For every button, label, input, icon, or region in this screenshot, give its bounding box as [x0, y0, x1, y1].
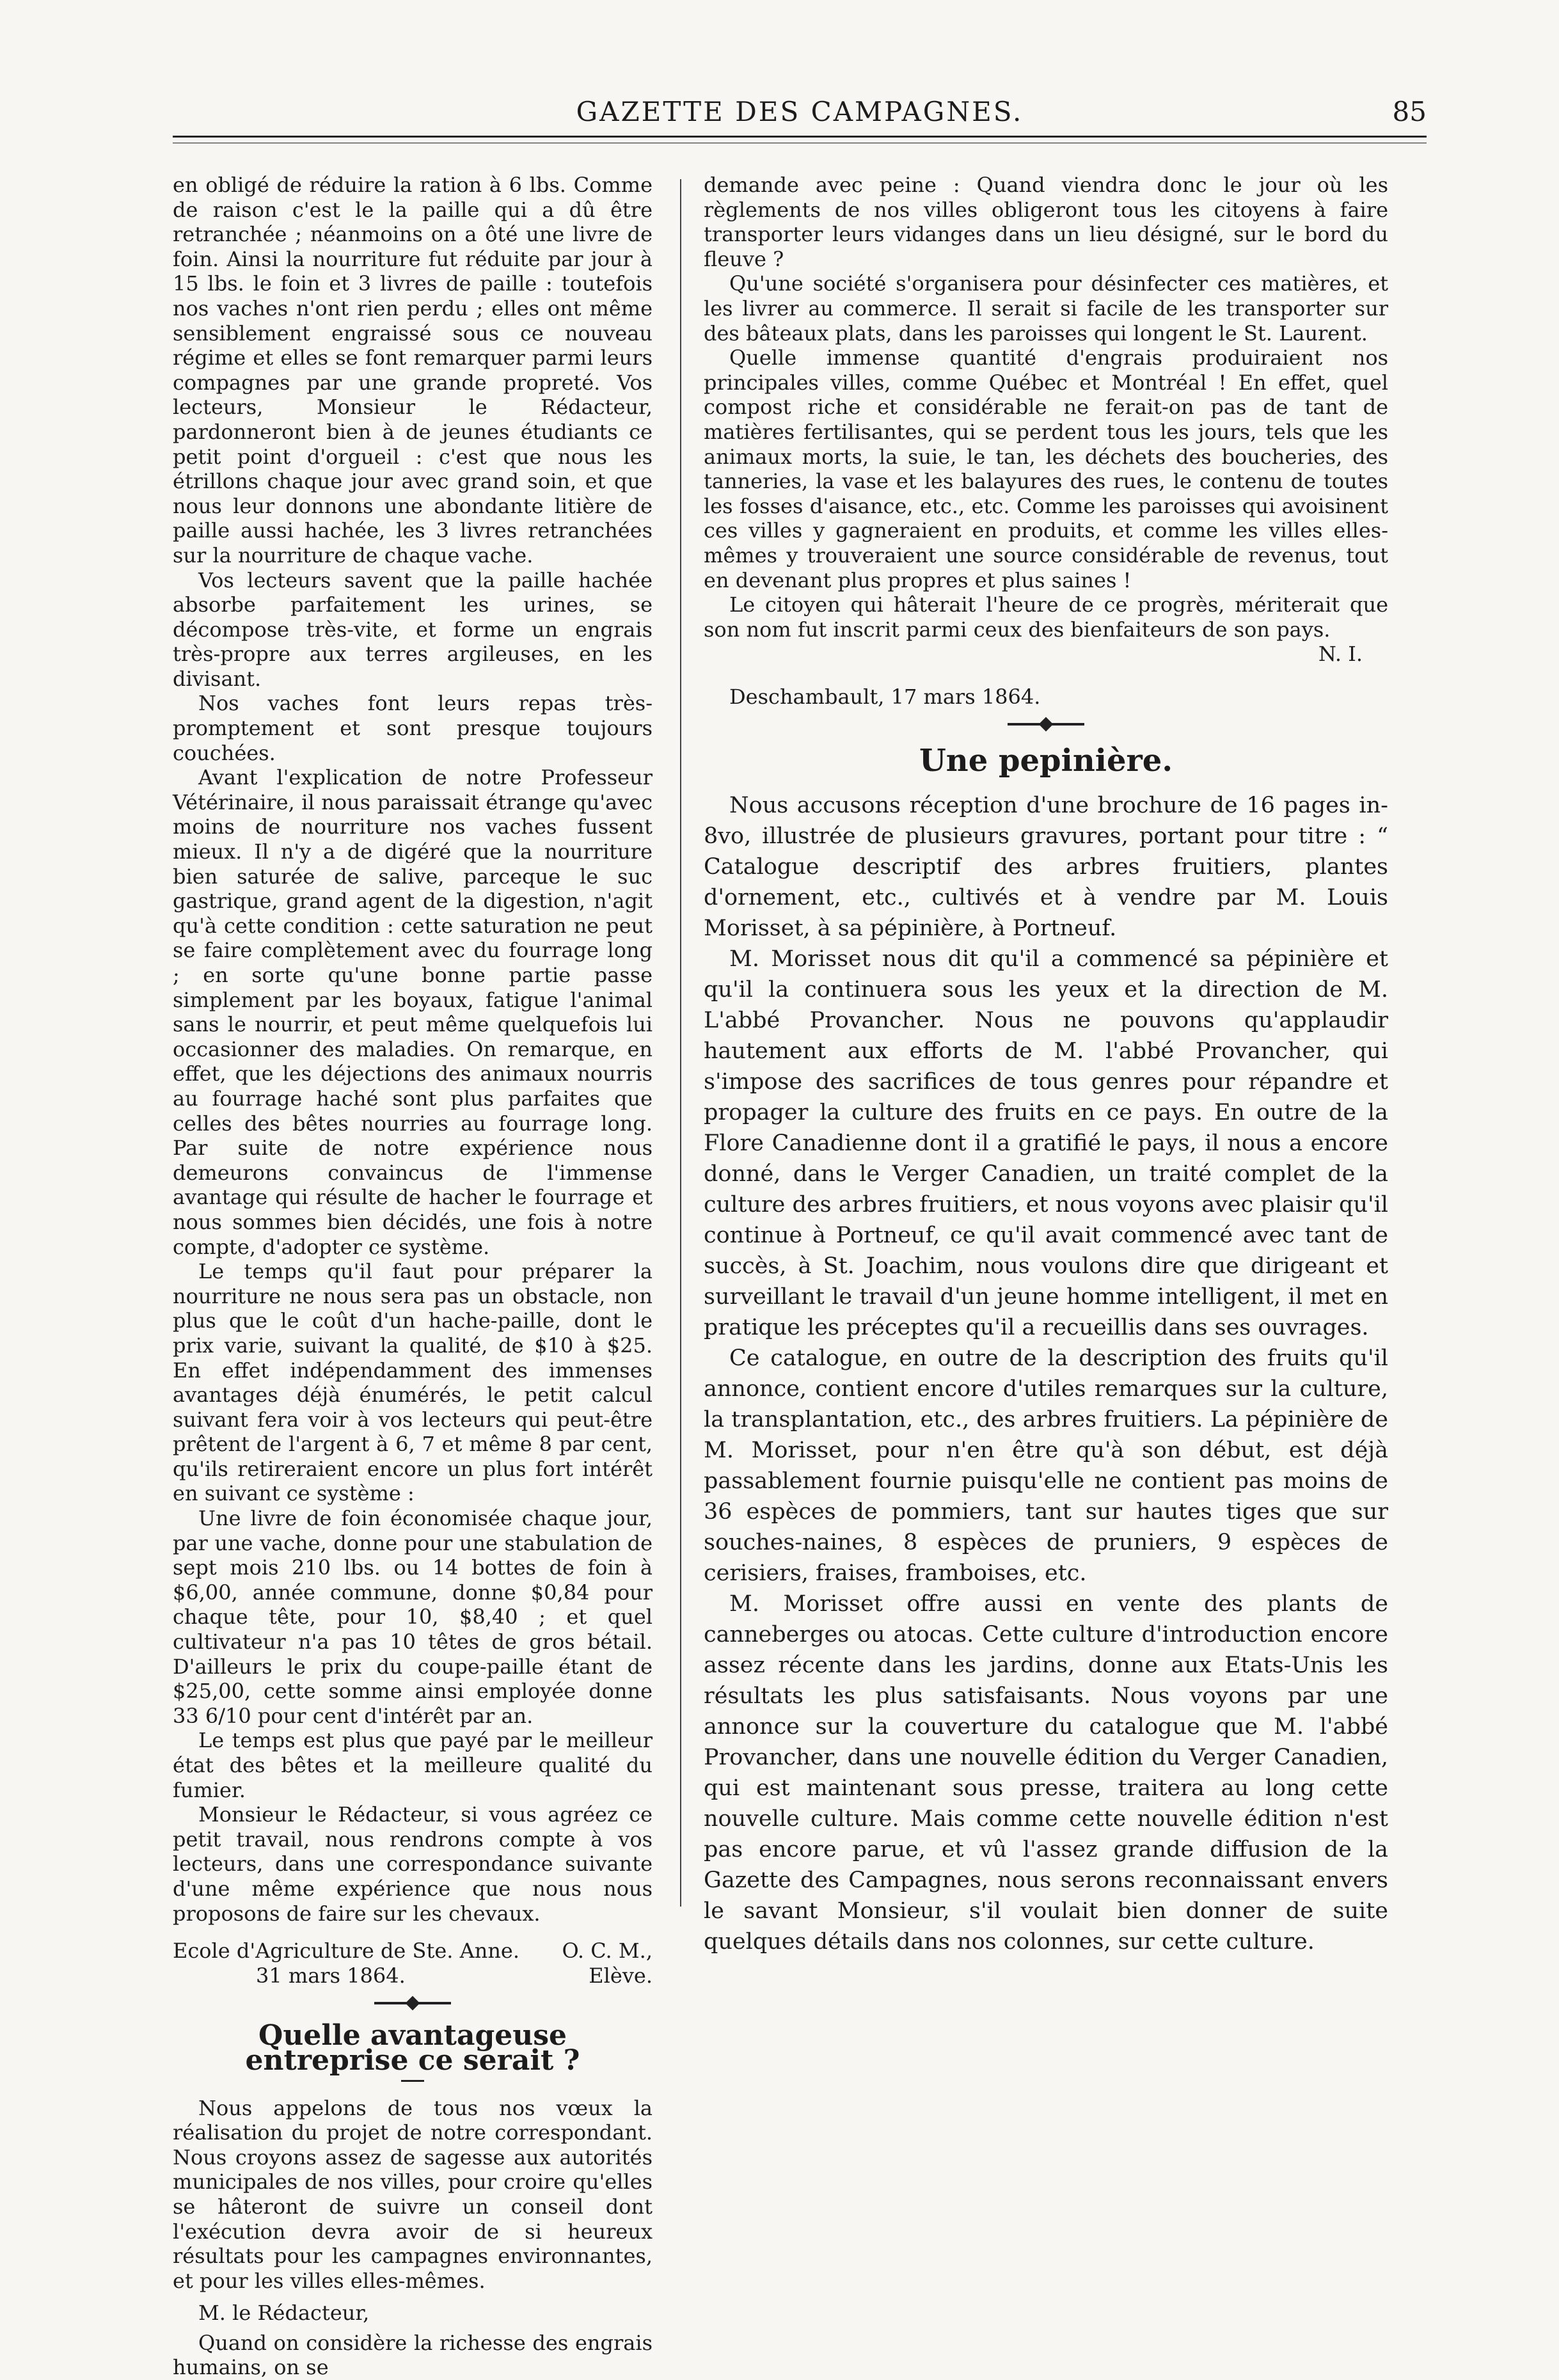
salutation: M. le Rédacteur,: [198, 2301, 370, 2326]
article-title: Quelle avantageuse entreprise ce serait ?: [245, 2019, 580, 2077]
page-number: 85: [1392, 96, 1427, 127]
signature-date: 31 mars 1864.: [256, 1963, 406, 1988]
article-title: Une pepinière.: [919, 743, 1173, 779]
signature-initials: N. I.: [1318, 642, 1363, 667]
paragraph: Le citoyen qui hâterait l'heure de ce progrès, mériterait que son nom fut inscrit parmi ceux des bienfaiteurs de son pays.: [704, 592, 1388, 642]
column-divider: [680, 179, 681, 1907]
signature-role: Elève.: [589, 1963, 653, 1988]
paragraph: Nous accusons réception d'une brochure de 16 pages in-8vo, illustrée de plusieurs gravures, portant pour titre : “ Catalogue descriptif des arbres fruitiers, plantes d'ornement, etc., cultivés et à vendre par M. Louis Morisset, à sa pépinière, à Portneuf.: [704, 793, 1388, 942]
header-rule: [173, 136, 1427, 143]
left-column: [173, 173, 653, 2380]
paragraph: Monsieur le Rédacteur, si vous agréez ce petit travail, nous rendrons compte à vos lecteurs, dans une correspondance suivante d'une même expérience que nous nous proposons de faire sur les chevaux.: [173, 1802, 653, 1926]
paragraph: Avant l'explication de notre Professeur Vétérinaire, il nous paraissait étrange qu'avec moins de nourriture nos vaches fussent mieux. Il n'y a de digéré que la nourriture bien saturée de salive, parceque le suc gastrique, grand agent de la digestion, n'agit qu'à cette condition : cette saturation ne peut se faire complètement avec du fourrage long ; en sorte qu'une bonne partie passe simplement par les boyaux, fatigue l'animal sans le nourrir, et peut même quelquefois lui occasionner des maladies. On remarque, en effet, que les déjections des animaux nourris au fourrage haché sont plus parfaites que celles des bêtes nourries au fourrage long. Par suite de notre expérience nous demeurons convaincus de l'immense avantage qui résulte de hacher le fourrage et nous sommes bien décidés, une fois à notre compte, d'adopter ce système.: [173, 765, 653, 1259]
paragraph: M. Morisset nous dit qu'il a commencé sa pépinière et qu'il la continuera sous les yeux et la direction de M. L'abbé Provancher. Nous ne pouvons qu'applaudir hautement aux efforts de M. l'abbé Provancher, qui s'impose des sacrifices de tous genres pour répandre et propager la culture des fruits en ce pays. En outre de la Flore Canadienne dont il a gratifié le pays, il nous a encore donné, dans le Verger Canadien, un traité complet de la culture des arbres fruitiers, et nous voyons avec plaisir qu'il continue à Portneuf, ce qu'il avait commencé avec tant de succès, à St. Joachim, nous voulons dire que dirigeant et surveillant le travail d'un jeune homme intelligent, il met en pratique les préceptes qu'il a recueillis dans ses ouvrages.: [704, 946, 1388, 1341]
paragraph: demande avec peine : Quand viendra donc le jour où les règlements de nos villes obligeront tous les citoyens à faire transporter leurs vidanges dans un lieu désigné, sur le bord du fleuve ?: [704, 173, 1388, 271]
section-ornament: [374, 2002, 451, 2004]
paragraph: Nous appelons de tous nos vœux la réalisation du projet de notre correspondant. Nous croyons assez de sagesse aux autorités municipales de nos villes, pour croire qu'elles se hâteront de suivre un conseil dont l'exécution devra avoir de si heureux résultats pour les campagnes environnantes, et pour les villes elles-mêmes.: [173, 2095, 653, 2293]
paragraph: Nos vaches font leurs repas très-promptement et sont presque toujours couchées.: [173, 691, 653, 765]
page-header: [173, 96, 1427, 157]
right-column: [704, 173, 1388, 1957]
paragraph: en obligé de réduire la ration à 6 lbs. Comme de raison c'est le la paille qui a dû être retranchée ; néanmoins on a ôté une livre de foin. Ainsi la nourriture fut réduite par jour à 15 lbs. le foin et 3 livres de paille : toutefois nos vaches n'ont rien perdu ; elles ont même sensiblement engraissé sous ce nouveau régime et elles se font remarquer parmi leurs compagnes par une grande propreté. Vos lecteurs, Monsieur le Rédacteur, pardonneront bien à de jeunes étudiants ce petit point d'orgueil : c'est que nous les étrillons chaque jour avec grand soin, et que nous leur donnons une abondante litière de paille aussi hachée, les 3 livres retranchées sur la nourriture de chaque vache.: [173, 173, 653, 567]
paragraph: Quelle immense quantité d'engrais produiraient nos principales villes, comme Québec et Montréal ! En effet, quel compost riche et considérable ne ferait-on pas de tant de matières fertilisantes, qui se perdent tous les jours, tels que les animaux morts, la suie, le tan, les déchets des boucheries, des tanneries, la vase et les balayures des rues, le contenu de toutes les fosses d'aisance, etc., etc. Comme les paroisses qui avoisinent ces villes y gagneraient en produits, et comme les villes elles-mêmes y trouveraient une source considérable de revenus, tout en devenant plus propres et plus saines !: [704, 345, 1388, 592]
signature-place: Ecole d'Agriculture de Ste. Anne.: [173, 1939, 520, 1964]
signature-block: [173, 1939, 653, 1988]
title-rule: [401, 2080, 424, 2082]
paragraph: Vos lecteurs savent que la paille hachée absorbe parfaitement les urines, se décompose très-vite, et forme un engrais très-propre aux terres argileuses, en les divisant.: [173, 567, 653, 691]
dateline: Deschambault, 17 mars 1864.: [729, 684, 1041, 709]
running-title: GAZETTE DES CAMPAGNES.: [576, 96, 1024, 127]
paragraph: M. Morisset offre aussi en vente des plants de canneberges ou atocas. Cette culture d'introduction encore assez récente dans les jardins, donne aux Etats-Unis les résultats les plus satisfaisants. Nous voyons par une annonce sur la couverture du catalogue que M. l'abbé Provancher, dans une nouvelle édition du Verger Canadien, qui est maintenant sous presse, traitera au long cette nouvelle culture. Mais comme cette nouvelle édition n'est pas encore parue, et vû l'assez grande diffusion de la Gazette des Campagnes, nous serons reconnaissant envers le savant Monsieur, s'il voulait bien donner de suite quelques détails dans nos colonnes, sur cette culture.: [704, 1591, 1388, 1955]
article-body: [704, 790, 1388, 1957]
paragraph: Quand on considère la richesse des engrais humains, on se: [173, 2330, 653, 2380]
signature-initials: O. C. M.,: [562, 1939, 653, 1964]
section-ornament: [1008, 723, 1084, 726]
paragraph: Qu'une société s'organisera pour désinfecter ces matières, et les livrer au commerce. Il serait si facile de les transporter sur des bâteaux plats, dans les paroisses qui longent le St. Laurent.: [704, 271, 1388, 345]
paragraph: Le temps est plus que payé par le meilleur état des bêtes et la meilleure qualité du fumier.: [173, 1728, 653, 1802]
paragraph: Ce catalogue, en outre de la description des fruits qu'il annonce, contient encore d'utiles remarques sur la culture, la transplantation, etc., des arbres fruitiers. La pépinière de M. Morisset, pour n'en être qu'à son début, est déjà passablement fournie puisqu'elle ne contient pas moins de 36 espèces de pommiers, tant sur hautes tiges que sur souches-naines, 8 espèces de pruniers, 9 espèces de cerisiers, fraises, framboises, etc.: [704, 1345, 1388, 1587]
paragraph: Une livre de foin économisée chaque jour, par une vache, donne pour une stabulation de sept mois 210 lbs. ou 14 bottes de foin à $6,00, année commune, donne $0,84 pour chaque tête, pour 10, $8,40 ; et quel cultivateur n'a pas 10 têtes de gros bétail. D'ailleurs le prix du coupe-paille étant de $25,00, cette somme ainsi employée donne 33 6/10 pour cent d'intérêt par an.: [173, 1506, 653, 1728]
paragraph: Le temps qu'il faut pour préparer la nourriture ne nous sera pas un obstacle, non plus que le coût d'un hache-paille, dont le prix varie, suivant la qualité, de $10 à $25. En effet indépendamment des immenses avantages déjà énumérés, le petit calcul suivant fera voir à vos lecteurs qui peut-être prêtent de l'argent à 6, 7 et même 8 par cent, qu'ils retireraient encore un plus fort intérêt en suivant ce système :: [173, 1259, 653, 1506]
